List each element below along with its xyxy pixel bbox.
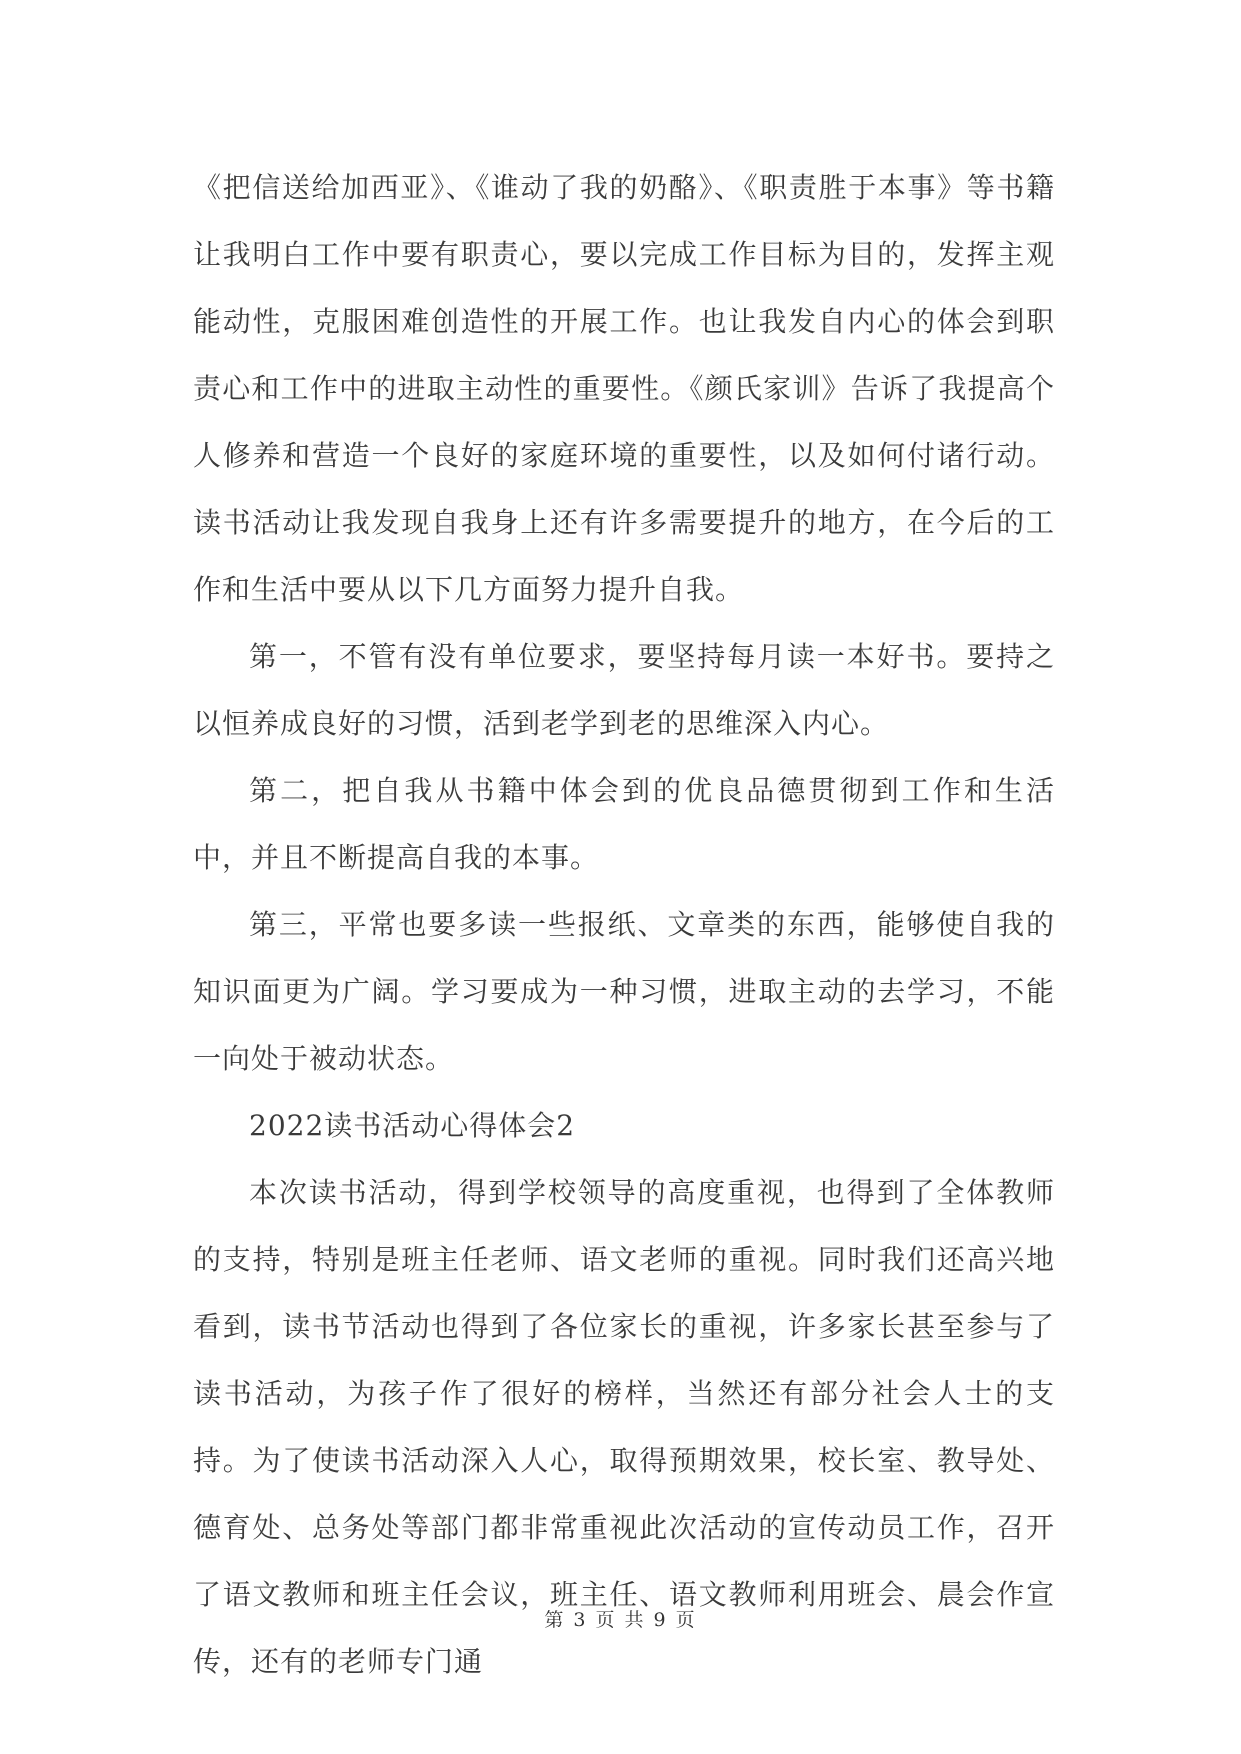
paragraph-point-one: 第一，不管有没有单位要求，要坚持每月读一本好书。要持之以恒养成良好的习惯，活到老学到老的思维深入内心。 [193, 640, 1055, 740]
section-heading: 2022读书活动心得体会2 [249, 1109, 576, 1142]
page-number-footer: 第 3 页 共 9 页 [544, 1609, 697, 1631]
paragraph-reading-activity: 本次读书活动，得到学校领导的高度重视，也得到了全体教师的支持，特别是班主任老师、语文老师的重视。同时我们还高兴地看到，读书节活动也得到了各位家长的重视，许多家长甚至参与了读书活动，为孩子作了很好的榜样，当然还有部分社会人士的支持。为了使读书活动深入人心，取得预期效果，校长室、教导处、德育处、总务处等部门都非常重视此次活动的宣传动员工作，召开了语文教师和班主任会议，班主任、语文教师利用班会、晨会作宣传，还有的老师专门通 [193, 1176, 1055, 1678]
paragraph-point-three: 第三，平常也要多读一些报纸、文章类的东西，能够使自我的知识面更为广阔。学习要成为一种习惯，进取主动的去学习，不能一向处于被动状态。 [193, 908, 1055, 1075]
document-body [193, 154, 1055, 1695]
paragraph-point-two: 第二，把自我从书籍中体会到的优良品德贯彻到工作和生活中，并且不断提高自我的本事。 [193, 774, 1055, 874]
paragraph-books-reflection: 《把信送给加西亚》、《谁动了我的奶酪》、《职责胜于本事》等书籍让我明白工作中要有职责心，要以完成工作目标为目的，发挥主观能动性，克服困难创造性的开展工作。也让我发自内心的体会到职责心和工作中的进取主动性的重要性。《颜氏家训》告诉了我提高个人修养和营造一个良好的家庭环境的重要性，以及如何付诸行动。读书活动让我发现自我身上还有许多需要提升的地方，在今后的工作和生活中要从以下几方面努力提升自我。 [193, 171, 1055, 606]
